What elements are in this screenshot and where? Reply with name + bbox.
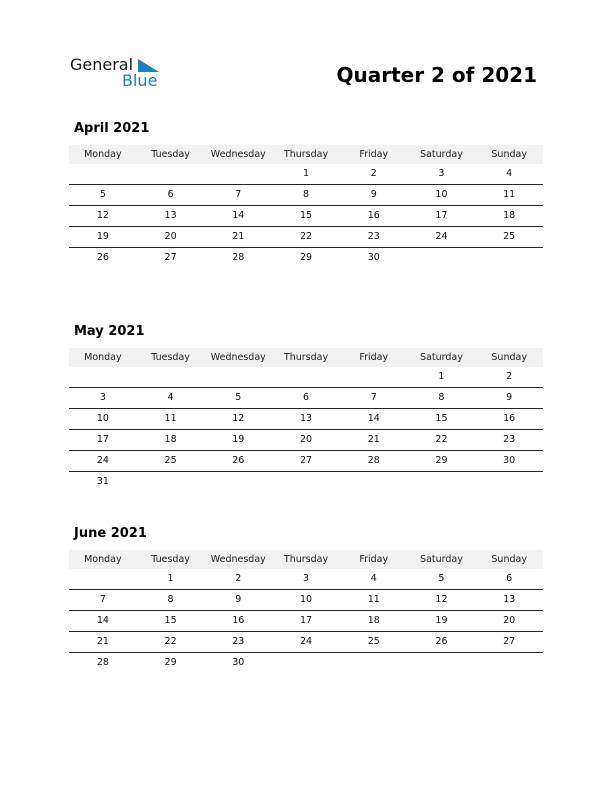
day-cell — [340, 653, 408, 673]
day-cell — [69, 569, 137, 589]
day-cell — [475, 248, 543, 268]
day-cell: 15 — [164, 615, 177, 626]
day-cell: 11 — [164, 413, 177, 424]
day-cell: 26 — [232, 455, 245, 466]
day-cell: 16 — [367, 210, 380, 221]
weekday-label: Saturday — [420, 352, 463, 363]
day-cell: 30 — [232, 657, 245, 668]
day-cell: 21 — [96, 636, 109, 647]
day-cell: 15 — [435, 413, 448, 424]
day-cell: 14 — [232, 210, 245, 221]
day-cell — [137, 472, 205, 492]
day-cell — [340, 472, 408, 492]
day-cell: 3 — [302, 573, 310, 584]
day-cell: 2 — [235, 573, 242, 584]
weekday-header-row — [69, 348, 543, 367]
week-row — [69, 472, 543, 492]
day-cell: 4 — [167, 392, 174, 403]
day-cell: 20 — [503, 615, 516, 626]
weekday-label: Sunday — [491, 149, 527, 160]
weekday-label: Friday — [359, 554, 389, 565]
day-cell — [408, 248, 476, 268]
weekday-label: Monday — [84, 554, 122, 565]
day-cell: 30 — [503, 455, 516, 466]
day-cell: 4 — [506, 168, 513, 179]
day-cell — [69, 164, 137, 184]
day-cell: 12 — [96, 210, 109, 221]
day-cell: 22 — [299, 231, 313, 242]
day-cell: 1 — [438, 371, 445, 382]
day-cell: 9 — [370, 189, 377, 200]
day-cell: 6 — [506, 573, 513, 584]
day-cell: 21 — [367, 434, 380, 445]
day-cell: 8 — [438, 392, 445, 403]
day-cell: 14 — [367, 413, 380, 424]
weekday-label: Monday — [84, 352, 122, 363]
day-cell: 19 — [232, 434, 245, 445]
month-calendar-may — [69, 323, 543, 492]
day-cell: 8 — [167, 594, 174, 605]
weekday-label: Monday — [84, 149, 122, 160]
day-cell — [69, 367, 137, 387]
day-cell: 6 — [302, 392, 310, 403]
day-cell: 12 — [232, 413, 245, 424]
weekday-label: Thursday — [283, 554, 329, 565]
day-cell: 5 — [99, 189, 106, 200]
month-title: June 2021 — [74, 526, 147, 541]
month-title: April 2021 — [74, 121, 150, 136]
day-cell — [204, 472, 272, 492]
day-cell: 10 — [299, 594, 313, 605]
day-cell: 22 — [164, 636, 177, 647]
week-row — [69, 590, 543, 611]
weekday-label: Wednesday — [210, 352, 266, 363]
week-row — [69, 367, 543, 388]
logo — [70, 55, 170, 95]
day-cell: 3 — [99, 392, 106, 403]
day-cell: 18 — [503, 210, 516, 221]
day-cell: 27 — [503, 636, 516, 647]
week-row — [69, 185, 543, 206]
day-cell: 19 — [435, 615, 448, 626]
month-calendar-april — [69, 120, 543, 268]
day-cell: 23 — [367, 231, 380, 242]
day-cell — [137, 164, 205, 184]
day-cell: 22 — [435, 434, 448, 445]
day-cell: 19 — [96, 231, 109, 242]
day-cell: 25 — [164, 455, 177, 466]
day-cell: 13 — [299, 413, 313, 424]
day-cell: 21 — [232, 231, 245, 242]
weekday-label: Tuesday — [151, 352, 190, 363]
week-row — [69, 611, 543, 632]
day-cell: 31 — [96, 476, 109, 487]
weekday-label: Sunday — [491, 554, 527, 565]
day-cell: 12 — [435, 594, 448, 605]
day-cell: 11 — [367, 594, 380, 605]
day-cell — [204, 164, 272, 184]
weekday-label: Saturday — [420, 554, 463, 565]
day-cell: 7 — [235, 189, 242, 200]
weekday-label: Friday — [359, 149, 389, 160]
day-cell: 6 — [167, 189, 174, 200]
weekday-label: Wednesday — [210, 149, 266, 160]
day-cell: 28 — [96, 657, 109, 668]
day-cell — [408, 653, 476, 673]
day-cell: 27 — [299, 455, 313, 466]
day-cell: 17 — [299, 615, 313, 626]
weekday-label: Sunday — [491, 352, 527, 363]
weekday-header-row — [69, 145, 543, 164]
day-cell: 1 — [302, 168, 310, 179]
day-cell: 11 — [503, 189, 516, 200]
logo-text-blue: Blue — [122, 71, 158, 90]
day-cell: 29 — [164, 657, 177, 668]
day-cell — [137, 367, 205, 387]
day-cell: 25 — [503, 231, 516, 242]
week-row — [69, 388, 543, 409]
day-cell: 7 — [99, 594, 106, 605]
day-cell: 16 — [503, 413, 516, 424]
day-cell — [475, 472, 543, 492]
day-cell — [272, 653, 340, 673]
week-row — [69, 227, 543, 248]
day-cell: 8 — [302, 189, 310, 200]
day-cell — [408, 472, 476, 492]
day-cell: 18 — [367, 615, 380, 626]
day-cell: 7 — [370, 392, 377, 403]
day-cell: 23 — [232, 636, 245, 647]
week-row — [69, 409, 543, 430]
week-row — [69, 206, 543, 227]
week-row — [69, 569, 543, 590]
day-cell: 5 — [438, 573, 445, 584]
day-cell: 10 — [435, 189, 448, 200]
day-cell: 29 — [299, 252, 313, 263]
weekday-label: Wednesday — [210, 554, 266, 565]
day-cell: 28 — [367, 455, 380, 466]
day-cell: 13 — [164, 210, 177, 221]
day-cell: 23 — [503, 434, 516, 445]
weekday-header-row — [69, 550, 543, 569]
day-cell: 20 — [299, 434, 313, 445]
day-cell: 27 — [164, 252, 177, 263]
day-cell: 2 — [370, 168, 377, 179]
day-cell: 26 — [435, 636, 448, 647]
week-row — [69, 451, 543, 472]
weekday-label: Saturday — [420, 149, 463, 160]
day-cell — [272, 472, 340, 492]
day-cell: 17 — [96, 434, 109, 445]
month-title: May 2021 — [74, 324, 145, 339]
week-row — [69, 164, 543, 185]
day-cell: 14 — [96, 615, 109, 626]
week-row — [69, 632, 543, 653]
day-cell — [204, 367, 272, 387]
day-cell — [340, 367, 408, 387]
weekday-label: Thursday — [283, 352, 329, 363]
day-cell: 28 — [232, 252, 245, 263]
weekday-label: Tuesday — [151, 554, 190, 565]
day-cell: 15 — [299, 210, 313, 221]
week-row — [69, 430, 543, 451]
day-cell: 17 — [435, 210, 448, 221]
weekday-label: Friday — [359, 352, 389, 363]
week-row — [69, 653, 543, 673]
day-cell: 25 — [367, 636, 380, 647]
day-cell: 20 — [164, 231, 177, 242]
day-cell: 9 — [235, 594, 242, 605]
day-cell: 1 — [167, 573, 174, 584]
day-cell: 24 — [96, 455, 109, 466]
day-cell: 10 — [96, 413, 109, 424]
day-cell: 26 — [96, 252, 109, 263]
day-cell: 24 — [435, 231, 448, 242]
day-cell: 30 — [367, 252, 380, 263]
month-calendar-june — [69, 525, 543, 673]
week-row — [69, 248, 543, 268]
day-cell: 29 — [435, 455, 448, 466]
weekday-label: Tuesday — [151, 149, 190, 160]
weekday-label: Thursday — [283, 149, 329, 160]
day-cell: 18 — [164, 434, 177, 445]
day-cell: 5 — [235, 392, 242, 403]
logo-text-general: General — [70, 55, 134, 74]
day-cell: 4 — [370, 573, 377, 584]
day-cell: 13 — [503, 594, 516, 605]
page-title: Quarter 2 of 2021 — [336, 63, 537, 87]
day-cell: 9 — [506, 392, 513, 403]
day-cell: 24 — [299, 636, 313, 647]
day-cell: 16 — [232, 615, 245, 626]
day-cell — [475, 653, 543, 673]
day-cell — [272, 367, 340, 387]
day-cell: 2 — [506, 371, 513, 382]
day-cell: 3 — [438, 168, 445, 179]
